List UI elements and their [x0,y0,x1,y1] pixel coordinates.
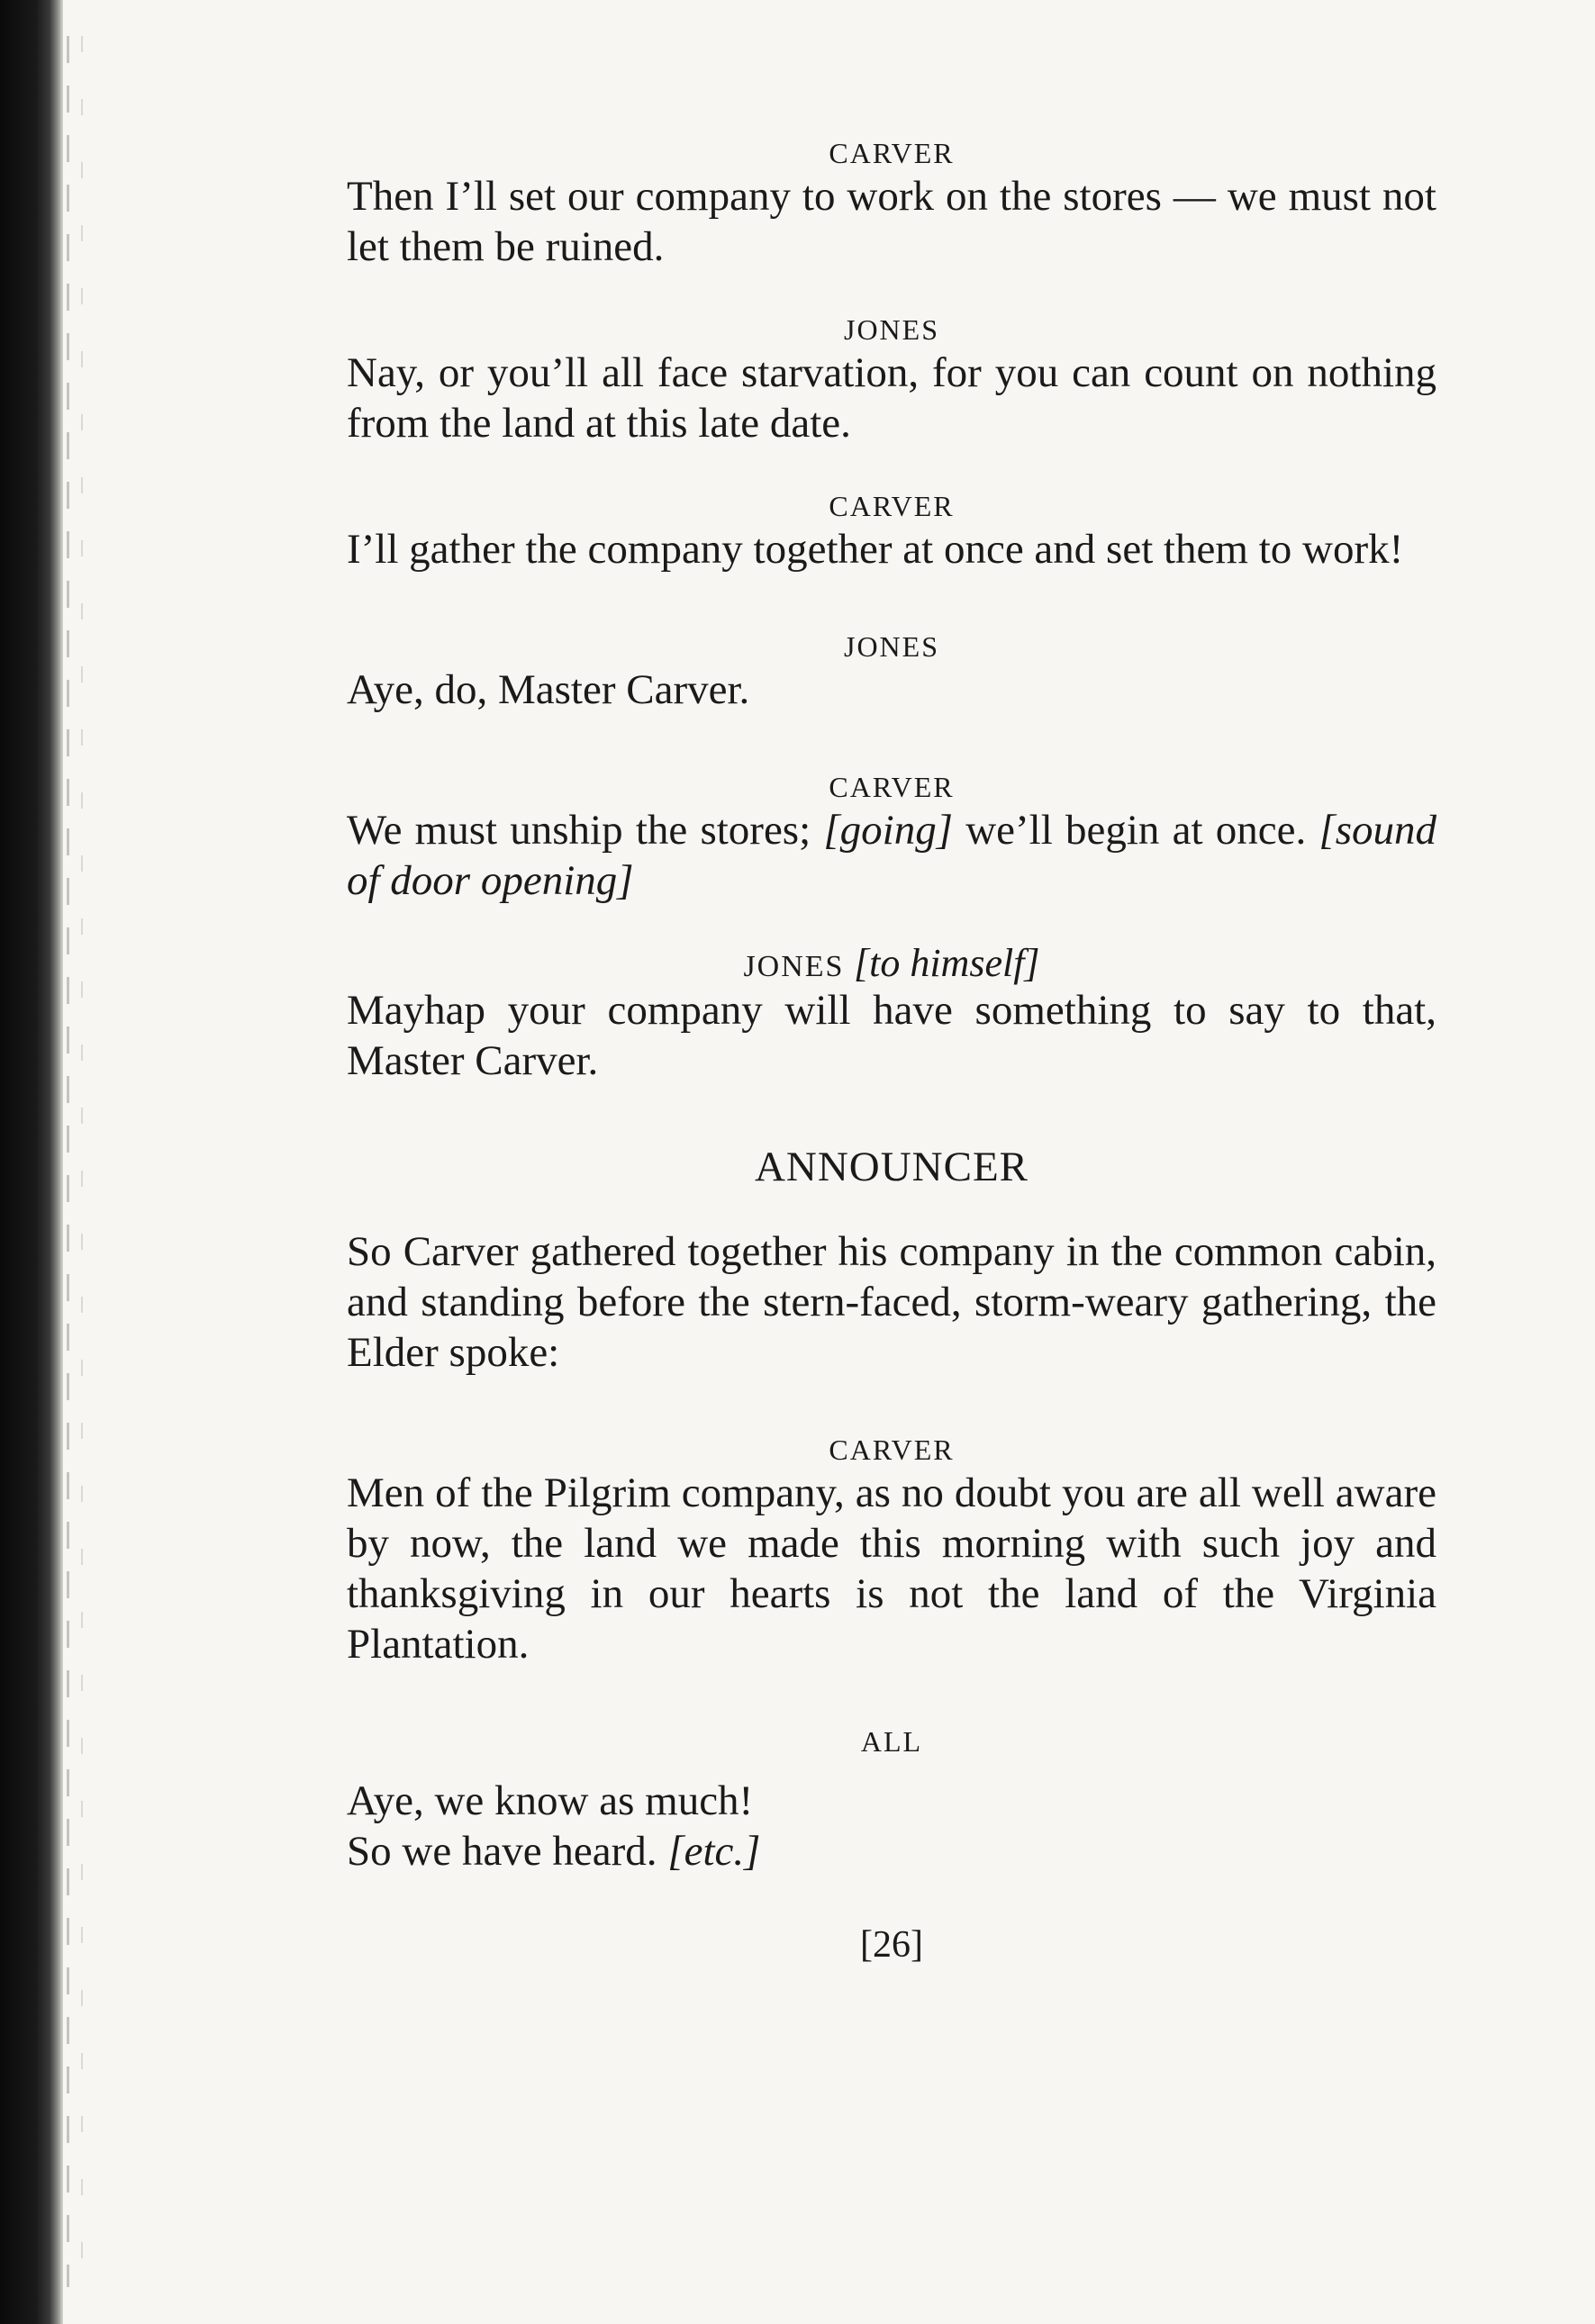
speaker-name: ALL [860,1725,923,1758]
speech-text-part: We must unship the stores; [347,807,824,854]
speech-text-part: So we have heard. [347,1828,668,1875]
stage-direction: [going] [823,807,953,854]
speaker-name: CARVER [829,771,955,803]
speech-text [347,805,1436,906]
speaker-name: JONES [843,630,939,663]
speech-text: Nay, or you’ll all face starvation, for you can count on nothing from the land at this late date. [347,349,1436,447]
speech-text: Mayhap your company will have something to say to that, Master Carver. [347,987,1436,1084]
stage-direction: [etc.] [667,1828,761,1875]
speaker-name: CARVER [829,1433,955,1466]
section-heading: ANNOUNCER [754,1144,1029,1190]
stage-direction: [to himself] [853,941,1040,985]
binding-shadow-streak [81,36,83,2287]
speaker-name: CARVER [829,137,955,169]
narration-text: So Carver gathered together his company in the common cabin, and standing before the stern-faced, storm-weary gathering, the Elder spoke: [347,1228,1436,1376]
speech-text-part: we’ll begin at once. [953,807,1319,854]
page-number: [26] [860,1924,923,1966]
speech-text: I’ll gather the company together at once and set them to work! [347,526,1404,573]
speech-text: Aye, do, Master Carver. [347,666,750,713]
speech-text: Then I’ll set our company to work on the stores — we must not let them be ruined. [347,173,1436,270]
speech-text: Aye, we know as much! [347,1777,754,1824]
dialogue-block [347,1723,1436,1876]
book-binding-edge [0,0,63,2324]
dialogue-block [347,769,1436,906]
dialogue-block [347,628,1436,715]
dialogue-block [347,941,1436,1086]
speaker-name: CARVER [829,490,955,522]
speaker-name [347,941,1436,985]
announcer-block [347,1140,1436,1378]
dialogue-block [347,1432,1436,1669]
speech-text: Men of the Pilgrim company, as no doubt you are all well aware by now, the land we made this morning with such joy and thanksgiving in our hearts is not the land of the Virginia Plantation. [347,1469,1436,1668]
binding-shadow-streak [67,36,69,2287]
stage-direction: [sound of door opening] [347,807,1436,904]
speech-text [347,1826,1436,1876]
dialogue-block [347,135,1436,272]
dialogue-block [347,488,1436,574]
dialogue-block [347,312,1436,448]
speaker-name-text: JONES [743,950,845,983]
speaker-name: JONES [843,313,939,346]
script-page [347,135,1436,1970]
